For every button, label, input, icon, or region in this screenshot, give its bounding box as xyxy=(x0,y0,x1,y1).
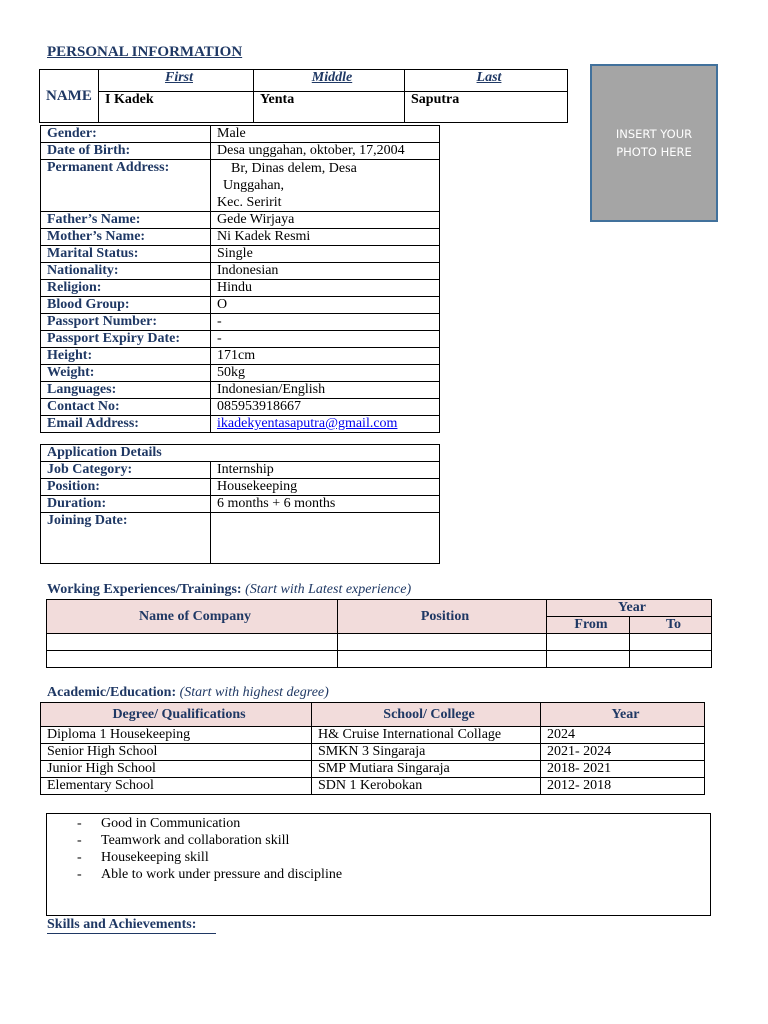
col-degree: Degree/ Qualifications xyxy=(41,703,312,727)
passport-expiry-label: Passport Expiry Date: xyxy=(41,331,211,348)
marital-status-label: Marital Status: xyxy=(41,246,211,263)
address-label: Permanent Address: xyxy=(41,160,211,212)
work-experience-heading xyxy=(47,582,411,598)
middle-name-header: Middle xyxy=(254,70,405,92)
address-value xyxy=(211,160,440,212)
school-cell: SMKN 3 Singaraja xyxy=(312,744,541,761)
year-cell: 2024 xyxy=(541,727,705,744)
dob-value: Desa unggahan, oktober, 17,2004 xyxy=(211,143,440,160)
email-cell xyxy=(211,416,440,433)
first-name-header: First xyxy=(99,70,254,92)
mother-name-value: Ni Kadek Resmi xyxy=(211,229,440,246)
languages-label: Languages: xyxy=(41,382,211,399)
school-cell: H& Cruise International Collage xyxy=(312,727,541,744)
duration-label: Duration: xyxy=(41,496,211,513)
mother-name-label: Mother’s Name: xyxy=(41,229,211,246)
joining-date-label: Joining Date: xyxy=(41,513,211,564)
list-item: - Housekeeping skill xyxy=(47,849,710,866)
joining-date-value xyxy=(211,513,440,564)
school-cell: SMP Mutiara Singaraja xyxy=(312,761,541,778)
dob-label: Date of Birth: xyxy=(41,143,211,160)
weight-value: 50kg xyxy=(211,365,440,382)
list-item: - Good in Communication xyxy=(47,815,710,832)
table-row xyxy=(41,761,705,778)
contact-value: 085953918667 xyxy=(211,399,440,416)
address-line1: Br, Dinas delem, Desa xyxy=(231,161,357,176)
email-link[interactable]: ikadekyentasaputra@gmail.com xyxy=(217,416,398,431)
email-label: Email Address: xyxy=(41,416,211,433)
middle-name-value: Yenta xyxy=(254,92,405,123)
table-row xyxy=(41,778,705,795)
col-company: Name of Company xyxy=(47,600,338,634)
skills-list xyxy=(47,815,710,883)
education-subtitle: (Start with highest degree) xyxy=(179,685,329,700)
photo-placeholder[interactable] xyxy=(590,64,718,222)
work-experience-table xyxy=(46,599,712,668)
first-name-value: I Kadek xyxy=(99,92,254,123)
degree-cell: Elementary School xyxy=(41,778,312,795)
col-edu-year: Year xyxy=(541,703,705,727)
personal-details-table xyxy=(40,125,440,433)
father-name-label: Father’s Name: xyxy=(41,212,211,229)
school-cell: SDN 1 Kerobokan xyxy=(312,778,541,795)
name-label: NAME xyxy=(40,70,99,123)
position-label: Position: xyxy=(41,479,211,496)
table-row xyxy=(47,634,712,651)
year-cell: 2021- 2024 xyxy=(541,744,705,761)
passport-number-label: Passport Number: xyxy=(41,314,211,331)
table-row xyxy=(41,744,705,761)
position-value: Housekeeping xyxy=(211,479,440,496)
address-line3: Kec. Seririt xyxy=(217,195,282,210)
nationality-value: Indonesian xyxy=(211,263,440,280)
list-item: - Teamwork and collaboration skill xyxy=(47,832,710,849)
education-heading xyxy=(47,685,329,701)
table-row xyxy=(47,651,712,668)
marital-status-value: Single xyxy=(211,246,440,263)
religion-value: Hindu xyxy=(211,280,440,297)
religion-label: Religion: xyxy=(41,280,211,297)
col-year: Year xyxy=(547,600,712,617)
skills-title: Skills and Achievements: xyxy=(47,917,197,932)
col-to: To xyxy=(630,617,712,634)
col-school: School/ College xyxy=(312,703,541,727)
application-header: Application Details xyxy=(41,445,440,462)
height-value: 171cm xyxy=(211,348,440,365)
list-item: - Able to work under pressure and discipline xyxy=(47,866,710,883)
skills-heading xyxy=(47,917,216,934)
col-from: From xyxy=(547,617,630,634)
col-position: Position xyxy=(338,600,547,634)
education-title: Academic/Education: xyxy=(47,685,177,700)
degree-cell: Senior High School xyxy=(41,744,312,761)
last-name-header: Last xyxy=(405,70,568,92)
height-label: Height: xyxy=(41,348,211,365)
gender-label: Gender: xyxy=(41,126,211,143)
degree-cell: Junior High School xyxy=(41,761,312,778)
photo-text-line1: INSERT YOUR xyxy=(615,127,693,141)
skills-box xyxy=(46,813,711,916)
application-details-table xyxy=(40,444,440,564)
contact-label: Contact No: xyxy=(41,399,211,416)
blood-group-value: O xyxy=(211,297,440,314)
education-table xyxy=(40,702,705,795)
page-title: PERSONAL INFORMATION xyxy=(47,44,243,60)
work-experience-subtitle: (Start with Latest experience) xyxy=(245,582,412,597)
father-name-value: Gede Wirjaya xyxy=(211,212,440,229)
blood-group-label: Blood Group: xyxy=(41,297,211,314)
passport-number-value: - xyxy=(211,314,440,331)
photo-text-line2: PHOTO HERE xyxy=(616,145,692,159)
year-cell: 2018- 2021 xyxy=(541,761,705,778)
nationality-label: Nationality: xyxy=(41,263,211,280)
year-cell: 2012- 2018 xyxy=(541,778,705,795)
passport-expiry-value: - xyxy=(211,331,440,348)
job-category-value: Internship xyxy=(211,462,440,479)
duration-value: 6 months + 6 months xyxy=(211,496,440,513)
weight-label: Weight: xyxy=(41,365,211,382)
table-row xyxy=(41,727,705,744)
address-line2: Unggahan, xyxy=(223,178,285,193)
last-name-value: Saputra xyxy=(405,92,568,123)
job-category-label: Job Category: xyxy=(41,462,211,479)
languages-value: Indonesian/English xyxy=(211,382,440,399)
degree-cell: Diploma 1 Housekeeping xyxy=(41,727,312,744)
name-table xyxy=(39,69,568,123)
gender-value: Male xyxy=(211,126,440,143)
work-experience-title: Working Experiences/Trainings: xyxy=(47,582,242,597)
